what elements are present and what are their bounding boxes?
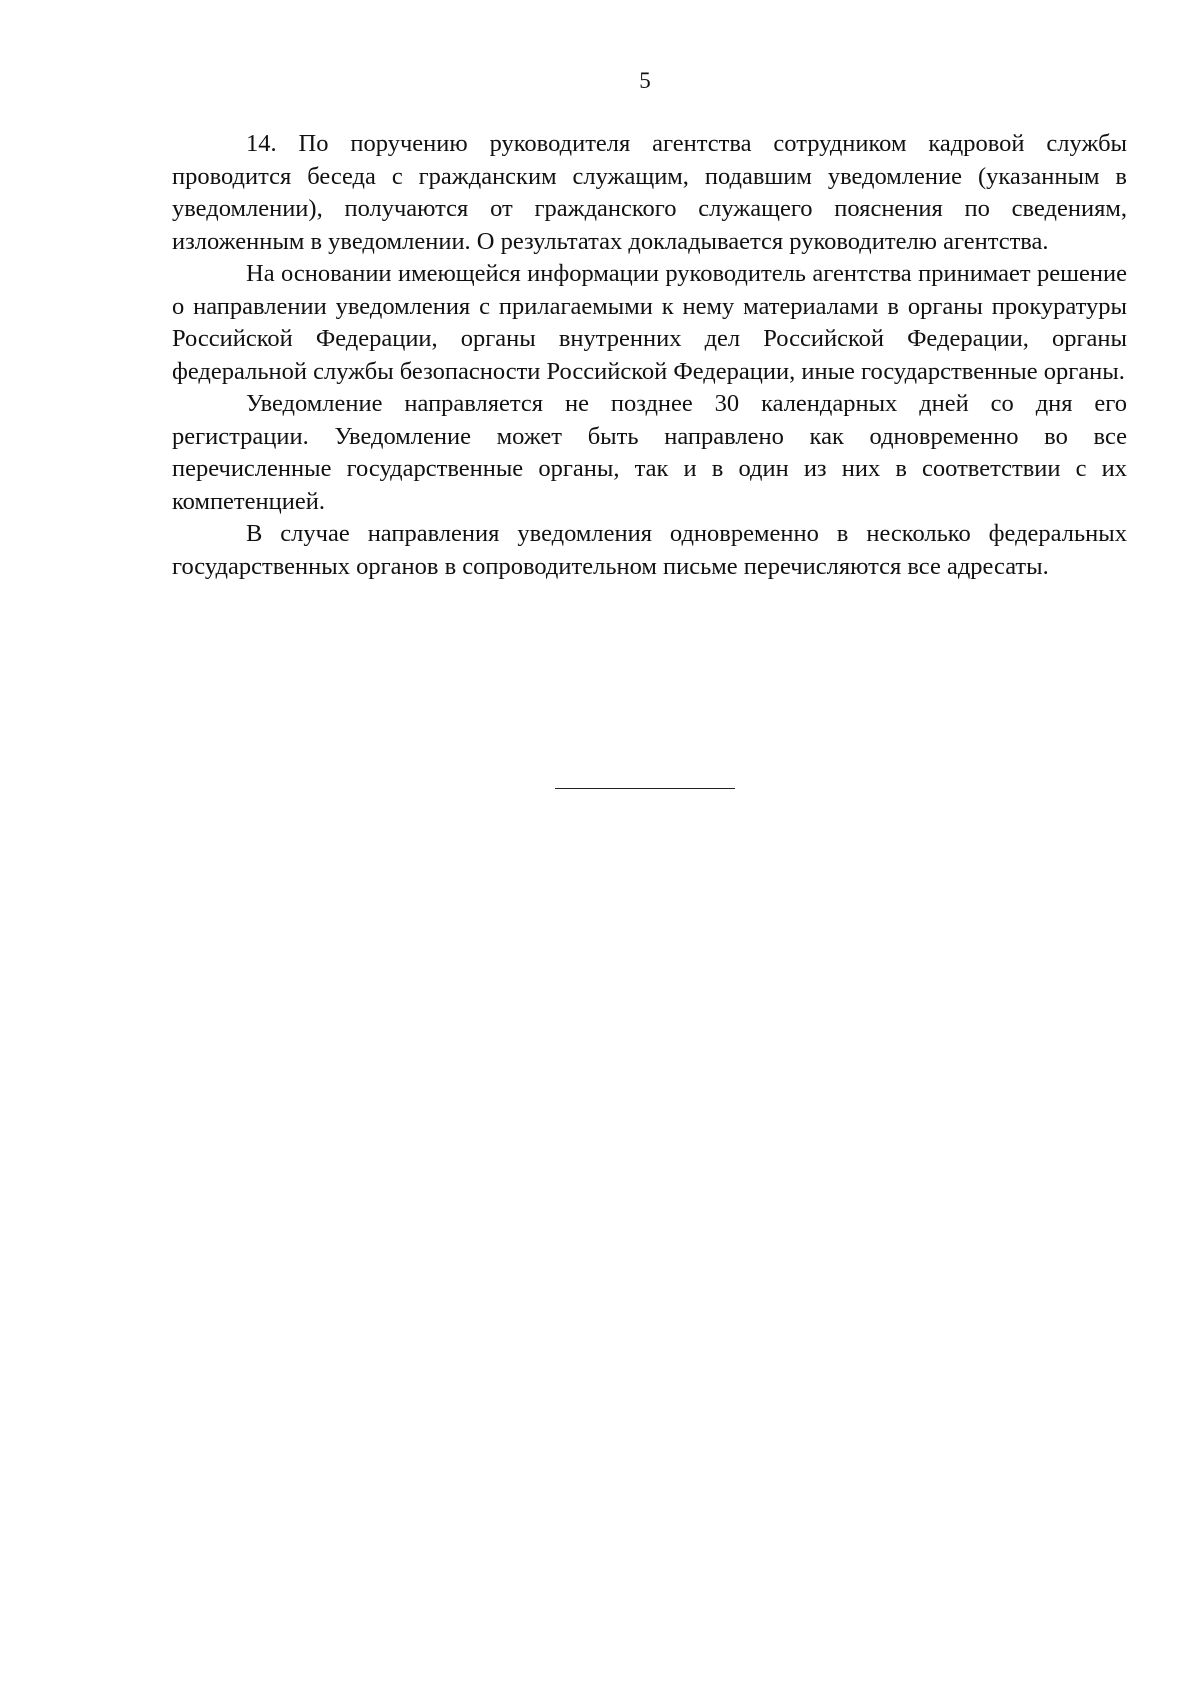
paragraph-14: 14. По поручению руководителя агентства сотрудником кадровой службы проводится беседа с гражданским служащим, подавшим уведомление (указанным в уведомлении), получаются от гражданского служащего пояснения по сведениям, изложенным в уведомлении. О результатах докладывается руководителю агентства. bbox=[172, 130, 1127, 255]
document-body bbox=[172, 128, 1127, 583]
paragraph-addressees: В случае направления уведомления одновременно в несколько федеральных государственных органов в сопроводительном письме перечисляются все адресаты. bbox=[172, 520, 1127, 580]
end-separator-line bbox=[555, 788, 735, 789]
paragraph-decision: На основании имеющейся информации руководитель агентства принимает решение о направлении уведомления с прилагаемыми к нему материалами в органы прокуратуры Российской Федерации, органы внутренних дел Российской Федерации, органы федеральной службы безопасности Российской Федерации, иные государственные органы. bbox=[172, 260, 1127, 385]
paragraph-deadline: Уведомление направляется не позднее 30 календарных дней со дня его регистрации. Уведомление может быть направлено как одновременно во все перечисленные государственные органы, так и в один из них в соответствии с их компетенцией. bbox=[172, 390, 1127, 515]
page-number: 5 bbox=[639, 68, 651, 93]
